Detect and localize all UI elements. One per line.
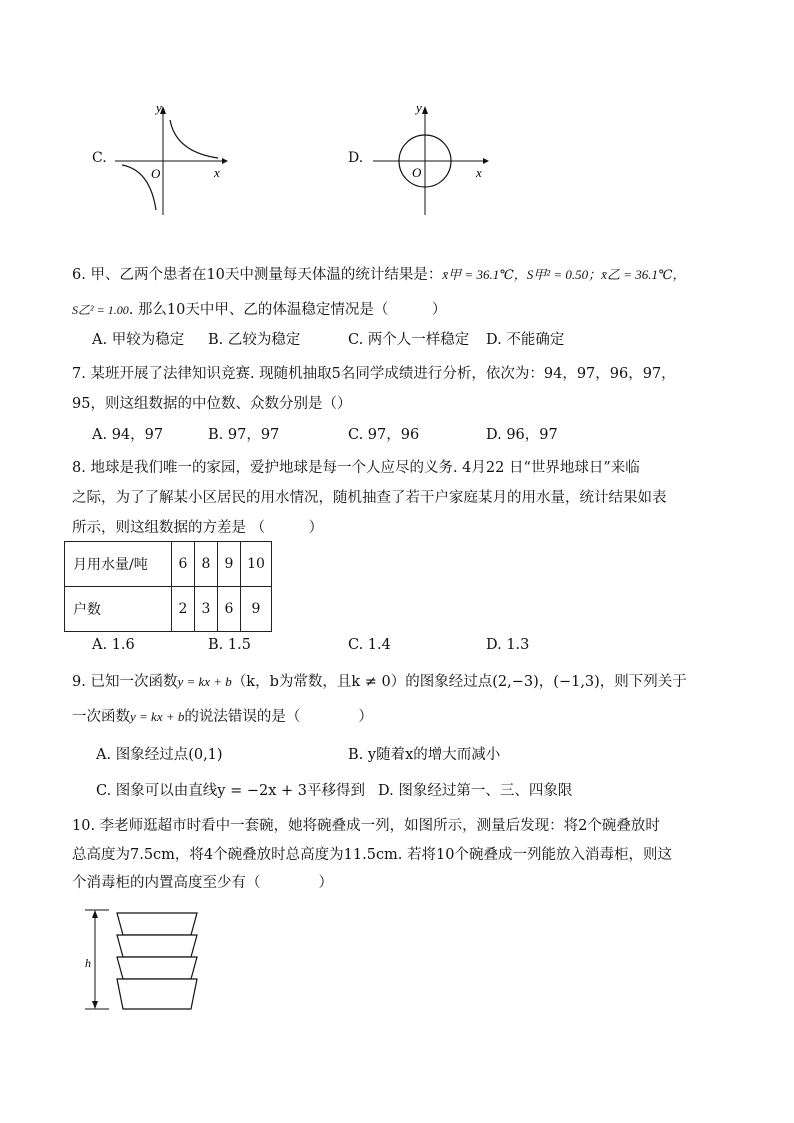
table-cell: 10 bbox=[241, 542, 272, 587]
q8-option-c: C. 1.4 bbox=[348, 637, 391, 653]
origin-label-d: O bbox=[412, 165, 422, 180]
q7-line1: 7. 某班开展了法律知识竞赛. 现随机抽取5名同学成绩进行分析，依次为：94，97，96，97， bbox=[72, 366, 676, 382]
q8-option-d: D. 1.3 bbox=[486, 637, 530, 653]
q9-option-a: A. 图象经过点(0,1) bbox=[96, 747, 223, 763]
y-axis-label-d: y bbox=[416, 100, 422, 115]
q7-option-b: B. 97，97 bbox=[208, 427, 280, 443]
table-cell: 9 bbox=[218, 542, 241, 587]
table-cell: 户数 bbox=[65, 587, 172, 632]
stacked-bowls-figure bbox=[75, 905, 235, 1020]
q7-option-d: D. 96，97 bbox=[486, 427, 558, 443]
q6-option-d: D. 不能确定 bbox=[486, 332, 565, 348]
q10-line1: 10. 李老师逛超市时看中一套碗，她将碗叠成一列，如图所示，测量后发现：将2个碗叠放时 bbox=[72, 818, 660, 834]
q6-option-c: C. 两个人一样稳定 bbox=[348, 332, 470, 348]
graph-c-hyperbola bbox=[110, 100, 230, 220]
height-label: h bbox=[85, 956, 91, 970]
q9-line2: 一次函数y = kx + b的说法错误的是（ ） bbox=[72, 709, 373, 725]
q6-line2: S乙² = 1.00. 那么10天中甲、乙的体温稳定情况是（ ） bbox=[72, 302, 447, 318]
option-d-label: D. bbox=[348, 150, 364, 166]
table-cell: 月用水量/吨 bbox=[65, 542, 172, 587]
q9-option-d: D. 图象经过第一、三、四象限 bbox=[378, 783, 573, 799]
y-axis-label: y bbox=[156, 100, 162, 115]
q9-option-c: C. 图象可以由直线y = −2x + 3平移得到 bbox=[96, 783, 365, 799]
option-c-label: C. bbox=[92, 150, 107, 166]
table-cell: 6 bbox=[218, 587, 241, 632]
water-usage-table bbox=[64, 541, 272, 632]
table-row bbox=[65, 587, 272, 632]
q9-option-b: B. y随着x的增大而减小 bbox=[348, 747, 501, 763]
q8-option-a: A. 1.6 bbox=[92, 637, 135, 653]
origin-label: O bbox=[151, 166, 161, 181]
q6-line1: 6. 甲、乙两个患者在10天中测量每天体温的统计结果是：x̄甲 = 36.1℃，S甲² = 0.50；x̄乙 = 36.1℃， bbox=[72, 267, 686, 283]
q8-option-b: B. 1.5 bbox=[208, 637, 251, 653]
x-axis-label: x bbox=[214, 165, 220, 180]
q8-line2: 之际，为了了解某小区居民的用水情况，随机抽查了若干户家庭某月的用水量，统计结果如表 bbox=[72, 490, 667, 506]
table-cell: 6 bbox=[172, 542, 195, 587]
table-row bbox=[65, 542, 272, 587]
q7-line2: 95，则这组数据的中位数、众数分别是（） bbox=[72, 396, 352, 412]
x-axis-label-d: x bbox=[476, 165, 482, 180]
q8-line1: 8. 地球是我们唯一的家园，爱护地球是每一个人应尽的义务. 4月22 日“世界地球日”来临 bbox=[72, 460, 640, 476]
table-cell: 8 bbox=[195, 542, 218, 587]
table-cell: 9 bbox=[241, 587, 272, 632]
q10-line2: 总高度为7.5cm，将4个碗叠放时总高度为11.5cm. 若将10个碗叠成一列能放入消毒柜，则这 bbox=[72, 847, 672, 863]
q7-option-c: C. 97，96 bbox=[348, 427, 420, 443]
q6-option-a: A. 甲较为稳定 bbox=[92, 332, 185, 348]
q10-line3: 个消毒柜的内置高度至少有（ ） bbox=[72, 875, 333, 891]
q8-line3: 所示，则这组数据的方差是 （ ） bbox=[72, 520, 324, 536]
table-cell: 2 bbox=[172, 587, 195, 632]
table-cell: 3 bbox=[195, 587, 218, 632]
q9-line1: 9. 已知一次函数y = kx + b（k，b为常数，且k ≠ 0）的图象经过点(2,−3)，(−1,3)，则下列关于 bbox=[72, 674, 687, 690]
q6-option-b: B. 乙较为稳定 bbox=[208, 332, 301, 348]
q7-option-a: A. 94，97 bbox=[92, 427, 164, 443]
graph-d-circle bbox=[368, 100, 493, 220]
